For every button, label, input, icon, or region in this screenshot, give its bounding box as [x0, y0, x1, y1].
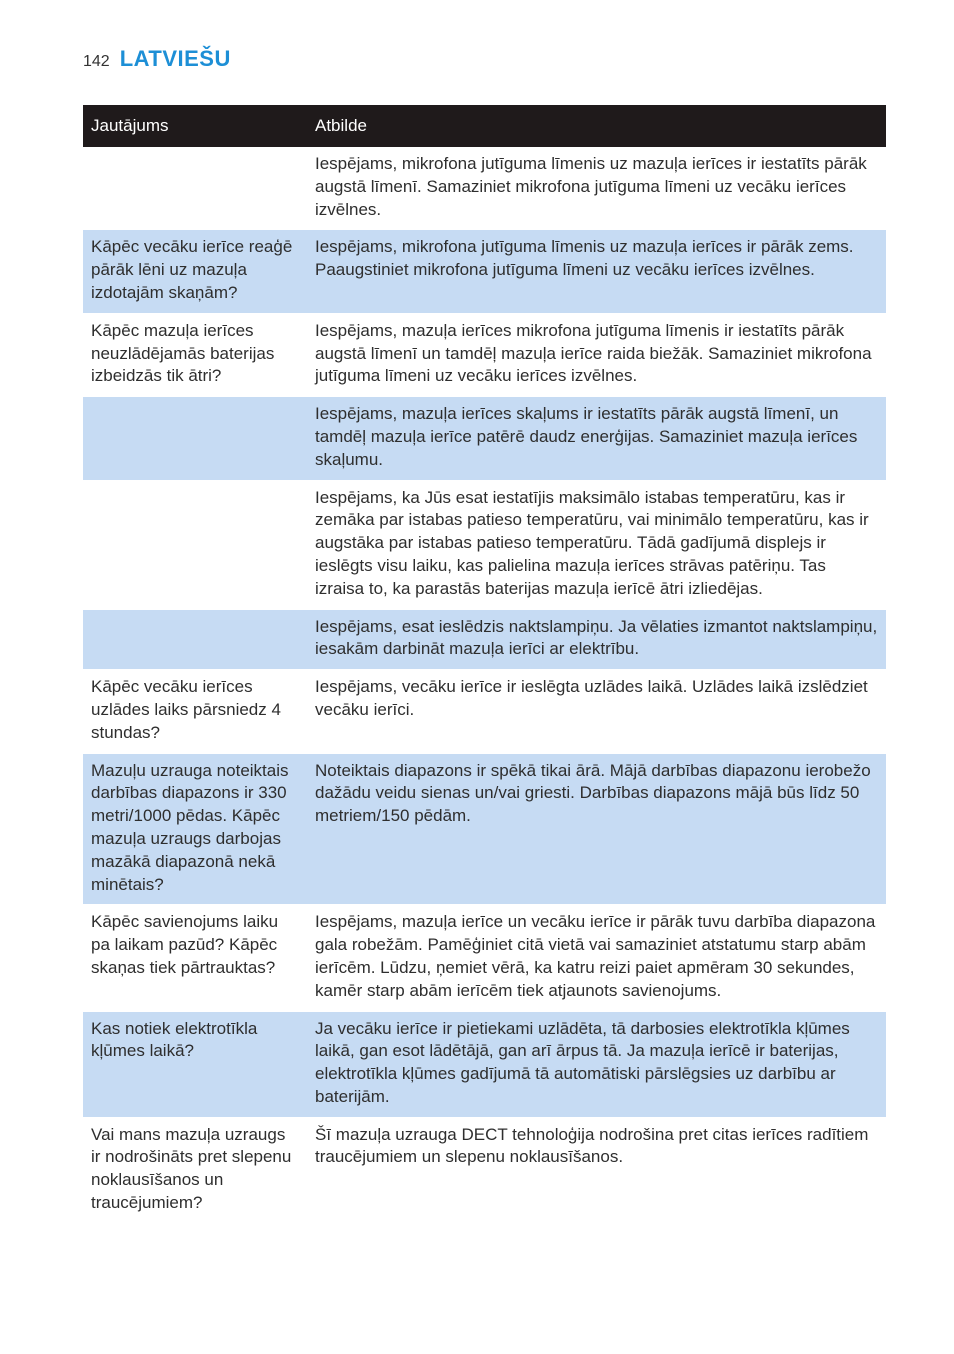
question-cell: Kāpēc vecāku ierīces uzlādes laiks pārsniedz 4 stundas? [83, 670, 307, 753]
table-row [83, 609, 886, 670]
question-cell [83, 147, 307, 230]
table-row [83, 1117, 886, 1223]
answer-cell: Iespējams, mikrofona jutīguma līmenis uz mazuļa ierīces ir iestatīts pārāk augstā līmenī. Samaziniet mikrofona jutīguma līmeni uz vecāku ierīces izvēlnes. [307, 147, 886, 230]
answer-cell: Iespējams, vecāku ierīce ir ieslēgta uzlādes laikā. Uzlādes laikā izslēdziet vecāku ierīci. [307, 670, 886, 753]
answer-cell: Iespējams, mazuļa ierīces skaļums ir iestatīts pārāk augstā līmenī, un tamdēļ mazuļa ierīce patērē daudz enerģijas. Samaziniet mazuļa ierīces skaļumu. [307, 397, 886, 480]
question-cell [83, 397, 307, 480]
answer-cell: Iespējams, mazuļa ierīce un vecāku ierīce ir pārāk tuvu darbība diapazona gala robežām. Pamēģiniet citā vietā vai samaziniet atstatumu starp abām ierīcēm. Lūdzu, ņemiet vērā, ka katru reizi paiet apmēram 30 sekundes, kamēr starp abām ierīcēm tiek atjaunots savienojums. [307, 905, 886, 1011]
question-cell: Kāpēc vecāku ierīce reaģē pārāk lēni uz mazuļa izdotajām skaņām? [83, 230, 307, 313]
answer-cell: Iespējams, mikrofona jutīguma līmenis uz mazuļa ierīces ir pārāk zems. Paaugstiniet mikrofona jutīguma līmeni uz vecāku ierīces izvēlnes. [307, 230, 886, 313]
question-cell: Mazuļu uzrauga noteiktais darbības diapazons ir 330 metri/1000 pēdas. Kāpēc mazuļa uzraugs darbojas mazākā diapazonā nekā minētais? [83, 753, 307, 905]
question-cell: Kāpēc mazuļa ierīces neuzlādējamās baterijas izbeidzās tik ātri? [83, 313, 307, 396]
answer-cell: Iespējams, esat ieslēdzis naktslampiņu. Ja vēlaties izmantot naktslampiņu, iesakām darbināt mazuļa ierīci ar elektrību. [307, 609, 886, 670]
table-row [83, 670, 886, 753]
faq-table [83, 105, 886, 1224]
answer-cell: Noteiktais diapazons ir spēkā tikai ārā. Mājā darbības diapazonu ierobežo dažādu veidu sienas un/vai griesti. Darbības diapazons mājā būs līdz 50 metriem/150 pēdām. [307, 753, 886, 905]
question-cell [83, 609, 307, 670]
table-row [83, 230, 886, 313]
answer-cell: Iespējams, mazuļa ierīces mikrofona jutīguma līmenis ir iestatīts pārāk augstā līmenī un tamdēļ mazuļa ierīce raida biežāk. Samaziniet mikrofona jutīguma līmeni uz vecāku ierīces izvēlnes. [307, 313, 886, 396]
column-header-question: Jautājums [83, 105, 307, 147]
section-title: LATVIEŠU [119, 46, 231, 71]
answer-cell: Šī mazuļa uzrauga DECT tehnoloģija nodrošina pret citas ierīces radītiem traucējumiem un slepenu noklausīšanos. [307, 1117, 886, 1223]
answer-cell: Ja vecāku ierīce ir pietiekami uzlādēta, tā darbosies elektrotīkla kļūmes laikā, gan esot lādētājā, gan arī ārpus tā. Ja mazuļa ierīcē ir baterijas, elektrotīkla kļūmes gadījumā tā automātiski pārslēgsies uz darbību ar baterijām. [307, 1011, 886, 1117]
answer-cell: Iespējams, ka Jūs esat iestatījis maksimālo istabas temperatūru, kas ir zemāka par istabas patieso temperatūru, vai minimālo temperatūru, kas ir augstāka par istabas patieso temperatūru. Tādā gadījumā displejs ir ieslēgts visu laiku, kas palielina mazuļa ierīces strāvas patēriņu. Tas izraisa to, ka parastās baterijas mazuļa ierīcē ātri izliedējas. [307, 480, 886, 609]
faq-body [83, 147, 886, 1223]
page-number: 142 [83, 53, 110, 70]
question-cell: Vai mans mazuļa uzraugs ir nodrošināts pret slepenu noklausīšanos un traucējumiem? [83, 1117, 307, 1223]
page-header [83, 46, 231, 76]
question-cell: Kas notiek elektrotīkla kļūmes laikā? [83, 1011, 307, 1117]
table-row [83, 753, 886, 905]
table-row [83, 147, 886, 230]
table-header-row [83, 105, 886, 147]
table-row [83, 1011, 886, 1117]
question-cell [83, 480, 307, 609]
question-cell: Kāpēc savienojums laiku pa laikam pazūd? Kāpēc skaņas tiek pārtrauktas? [83, 905, 307, 1011]
table-row [83, 313, 886, 396]
column-header-answer: Atbilde [307, 105, 886, 147]
table-row [83, 397, 886, 480]
table-row [83, 480, 886, 609]
table-row [83, 905, 886, 1011]
